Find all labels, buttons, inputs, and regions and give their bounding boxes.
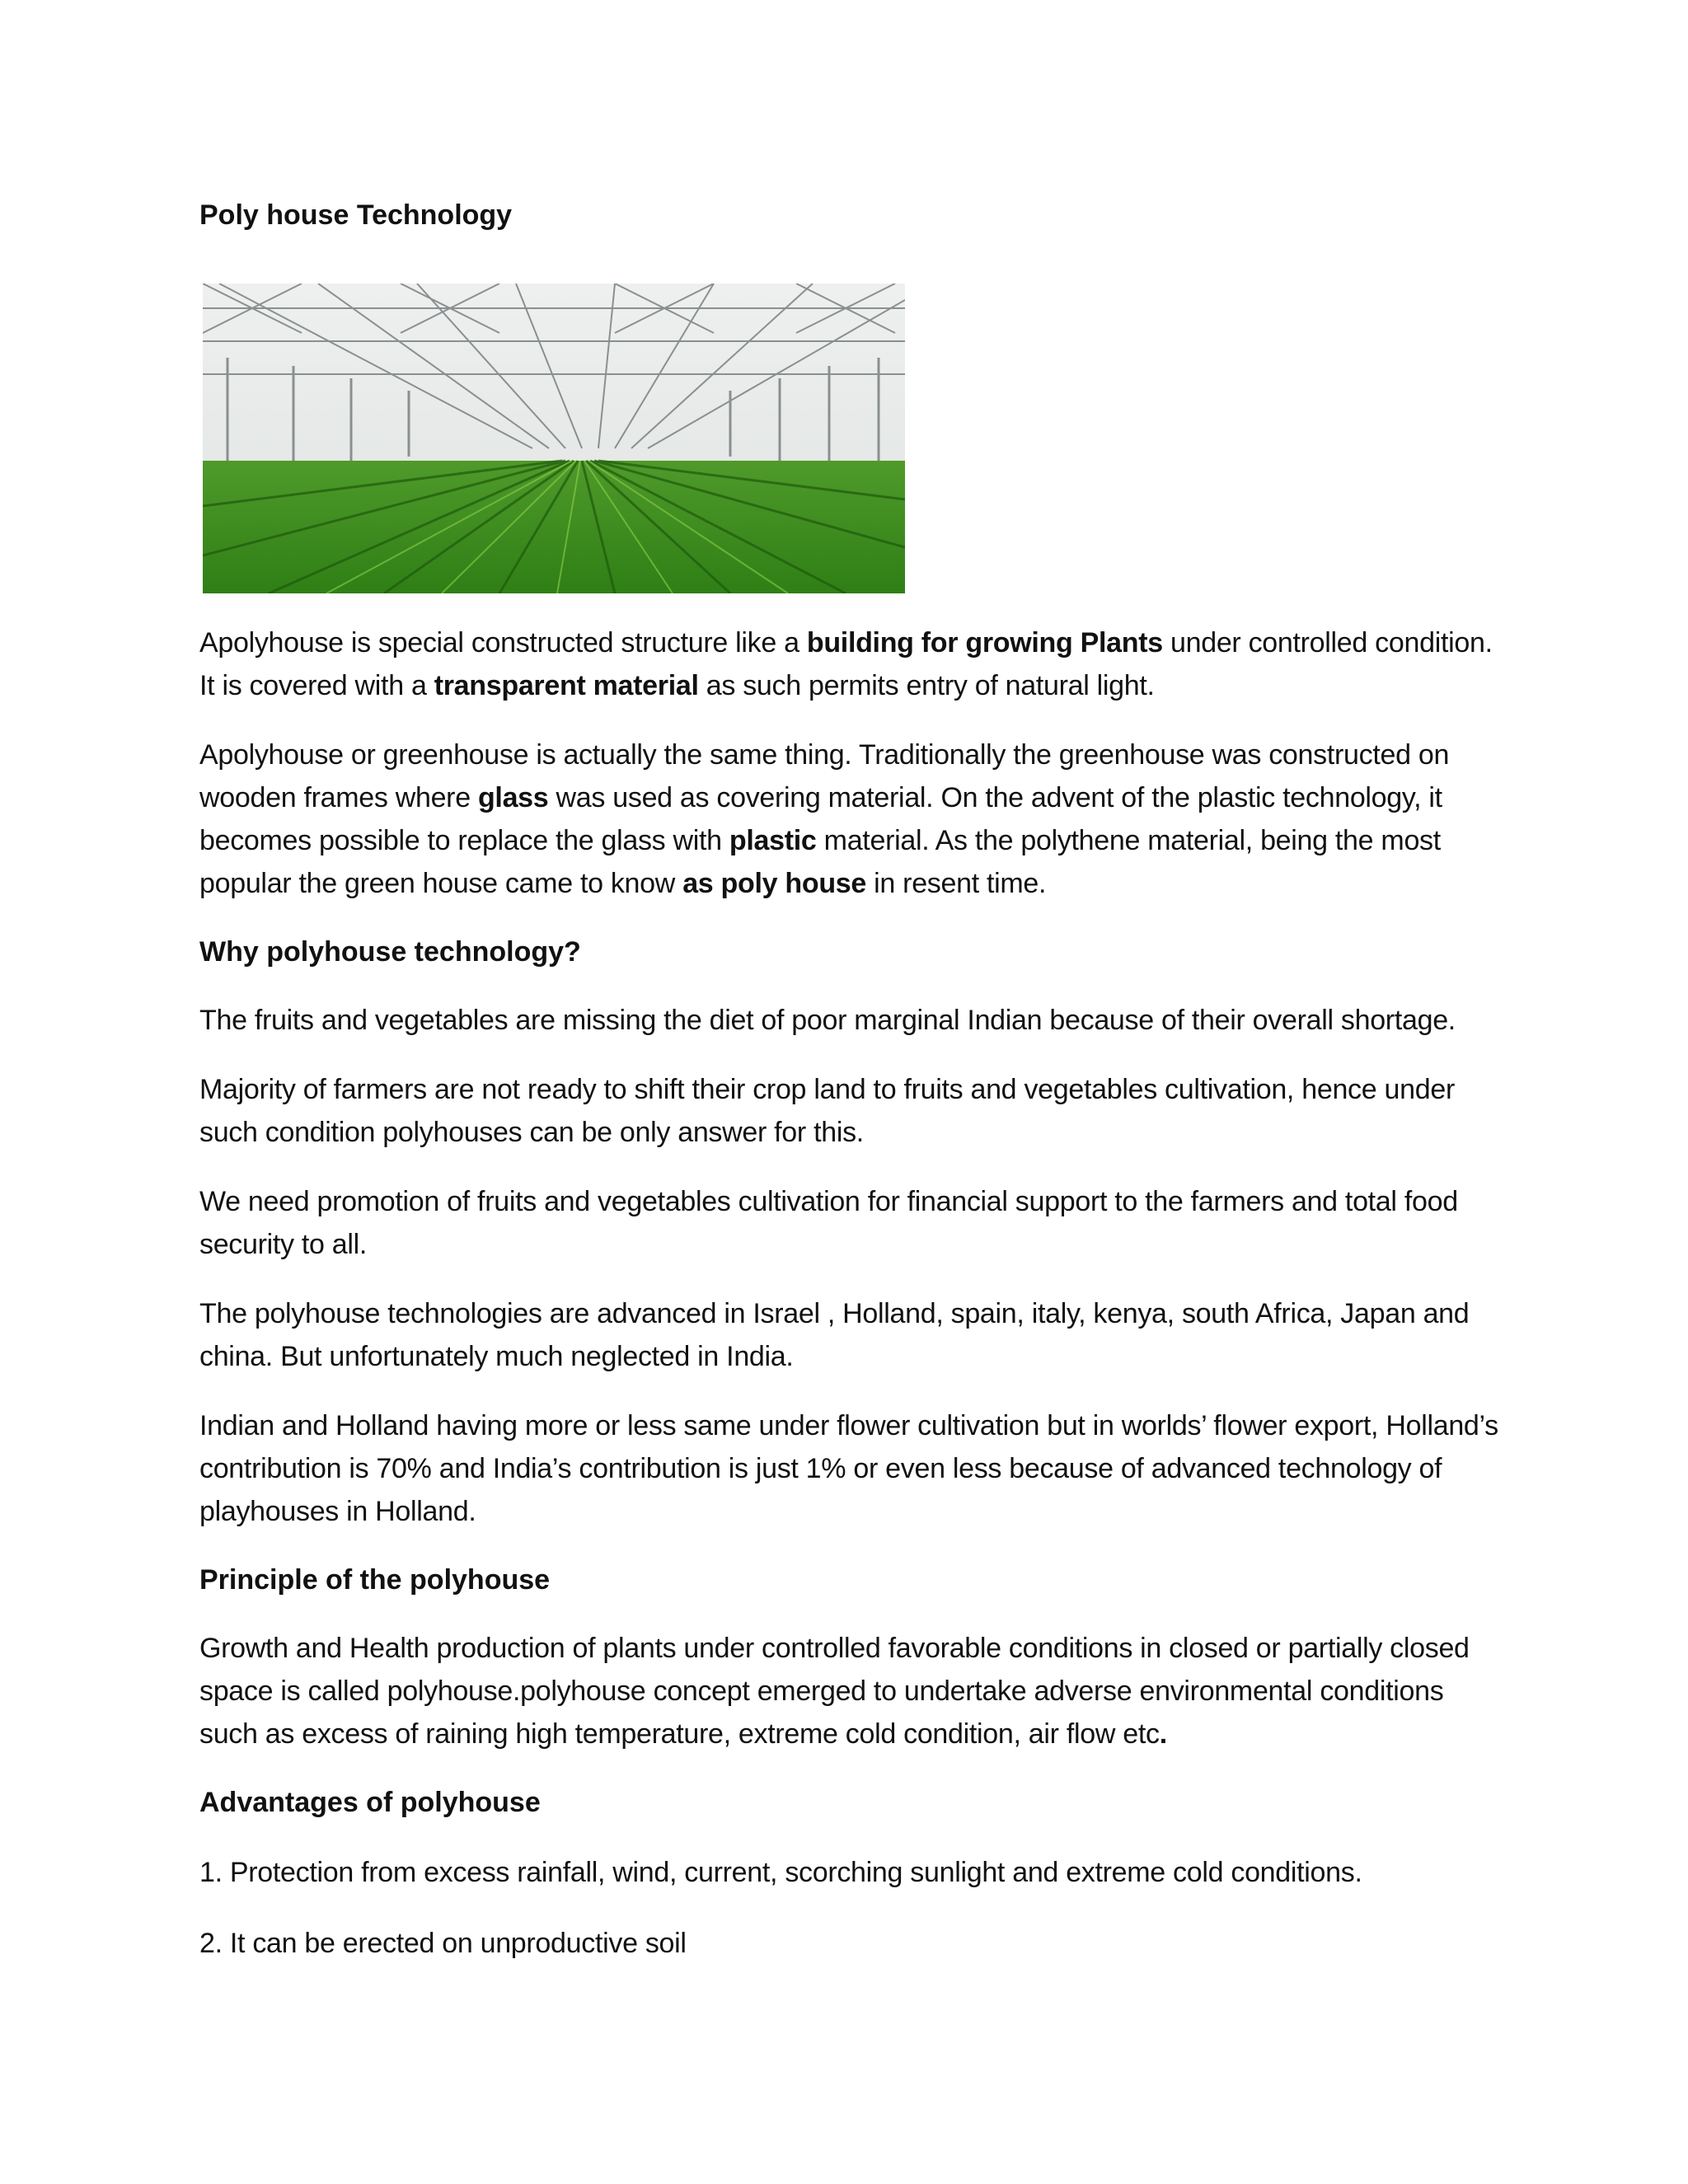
advantage-item-2: 2. It can be erected on unproductive soil bbox=[199, 1928, 687, 1959]
document-title: Poly house Technology bbox=[199, 199, 513, 231]
why-heading: Why polyhouse technology? bbox=[199, 936, 581, 968]
why-paragraph-1: The fruits and vegetables are missing the diet of poor marginal Indian because of their overall shortage. bbox=[199, 1005, 1456, 1036]
why-paragraph-4: The polyhouse technologies are advanced in Israel , Holland, spain, italy, kenya, south Africa, Japan and china. But unfortunately much neglected in India. bbox=[199, 1298, 1470, 1372]
history-paragraph: Apolyhouse or greenhouse is actually the same thing. Traditionally the greenhouse was constructed on wooden frames where glass was used as covering material. On the advent of the plastic technology, it becomes possible to replace the glass with plastic material. As the polythene material, being the most popular the green house came to know as poly house in resent time. bbox=[199, 739, 1450, 899]
principle-heading: Principle of the polyhouse bbox=[199, 1564, 551, 1596]
document-page bbox=[199, 194, 1502, 1965]
why-paragraph-3: We need promotion of fruits and vegetables cultivation for financial support to the farmers and total food security to all. bbox=[199, 1186, 1458, 1260]
advantage-item-1: 1. Protection from excess rainfall, wind, current, scorching sunlight and extreme cold conditions. bbox=[199, 1857, 1362, 1888]
why-paragraph-2: Majority of farmers are not ready to shift their crop land to fruits and vegetables cultivation, hence under such condition polyhouses can be only answer for this. bbox=[199, 1074, 1455, 1148]
intro-paragraph: Apolyhouse is special constructed structure like a building for growing Plants under controlled condition. It is covered with a transparent material as such permits entry of natural light. bbox=[199, 627, 1493, 701]
why-paragraph-5: Indian and Holland having more or less same under flower cultivation but in worlds’ flower export, Holland’s contribution is 70% and India’s contribution is just 1% or even less because of advanced technology of playhouses in Holland. bbox=[199, 1410, 1498, 1527]
advantages-heading: Advantages of polyhouse bbox=[199, 1787, 541, 1818]
principle-paragraph: Growth and Health production of plants under controlled favorable conditions in closed or partially closed space is called polyhouse.polyhouse concept emerged to undertake adverse environmental conditions such as excess of raining high temperature, extreme cold condition, air flow etc. bbox=[199, 1633, 1470, 1750]
greenhouse-photo bbox=[203, 284, 905, 593]
